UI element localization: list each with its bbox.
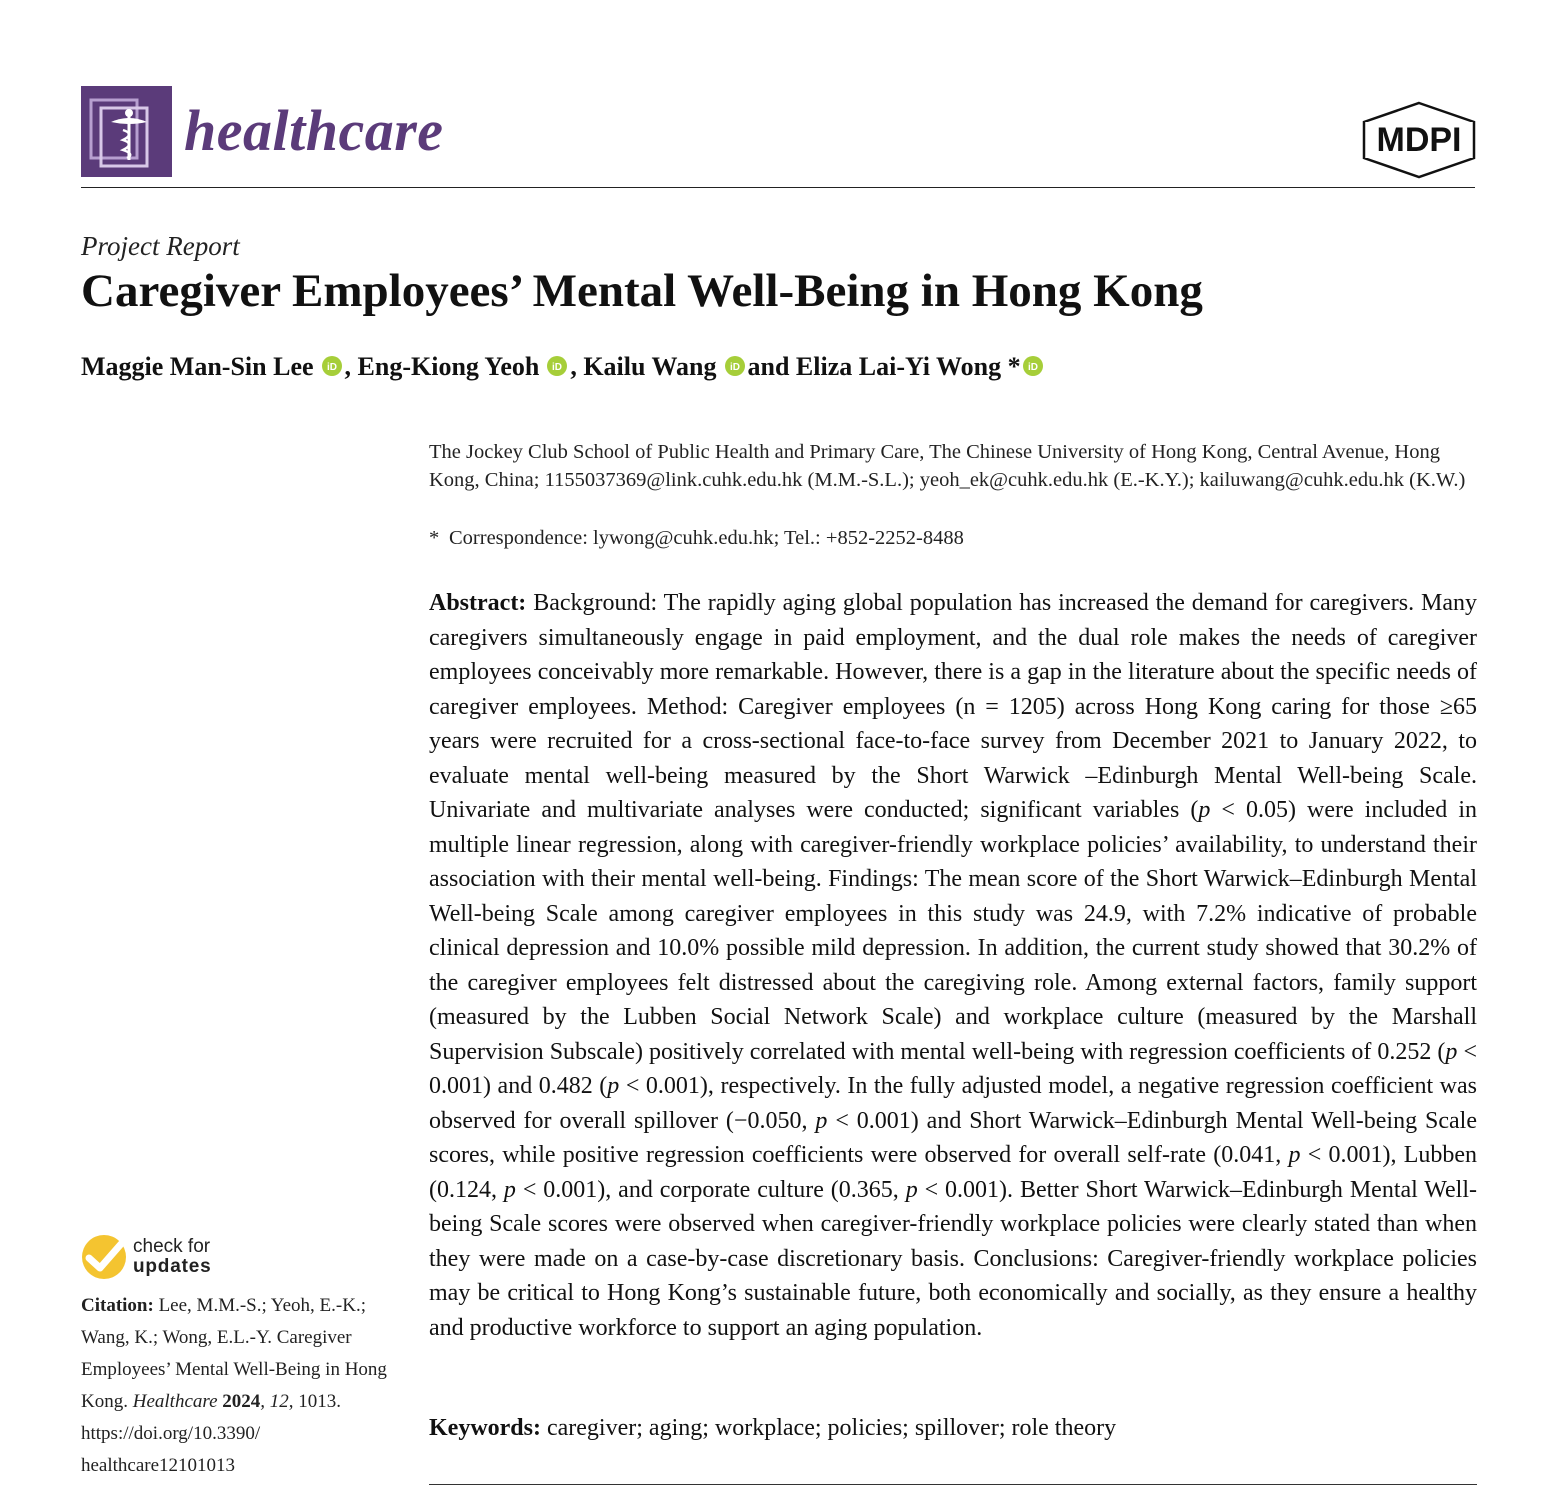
correspondence bbox=[429, 524, 1479, 552]
author-name[interactable]: , Kailu Wang bbox=[570, 352, 717, 381]
check-updates-label-bold: updates bbox=[133, 1256, 212, 1277]
p-symbol: p bbox=[607, 1073, 620, 1099]
p-symbol: p bbox=[503, 1176, 516, 1203]
p-symbol: p bbox=[1198, 797, 1211, 823]
citation-doi-link[interactable]: , 1013. https://doi.org/10.3390/ healthcare12101013 bbox=[81, 1391, 342, 1476]
svg-text:iD: iD bbox=[1027, 362, 1038, 373]
publisher-logo-icon bbox=[1360, 100, 1478, 180]
article-title: Caregiver Employees’ Mental Well-Being in Hong Kong bbox=[81, 265, 1203, 317]
orcid-icon[interactable] bbox=[322, 349, 342, 373]
abstract bbox=[429, 586, 1477, 1345]
author-name[interactable]: Maggie Man-Sin Lee bbox=[81, 352, 314, 381]
svg-text:iD: iD bbox=[552, 362, 563, 373]
abstract-text: < 0.001), Lubben (0.124, bbox=[429, 1142, 1478, 1203]
abstract-text: < 0.001) and Short Warwick–Edinburgh Mental Well-being Scale scores, while positive regression coefficients were observed for overall self-rate (0.041, bbox=[429, 1107, 1477, 1168]
svg-text:iD: iD bbox=[729, 362, 740, 373]
abstract-text: < 0.05) were included in multiple linear regression, along with caregiver-friendly workplace policies’ availability, to understand their association with their mental well-being. Findings: The mean score of the Short Warwick–Edinburgh Mental Well-being Scale among caregiver employees in this study was 24.9, with 7.2% indicative of probable clinical depression and 10.0% possible mild depression. In addition, the current study showed that 30.2% of the caregiver employees felt distressed about the caregiving role. Among external factors, family support (measured by the Lubben Social Network Scale) and workplace culture (measured by the Marshall Supervision Subscale) positively correlated with mental well-being with regression coefficients of 0.252 ( bbox=[429, 797, 1478, 1065]
abstract-text: < 0.001) and 0.482 ( bbox=[429, 1038, 1477, 1099]
citation-text: Lee, M.M.-S.; Yeoh, E.-K.; Wang, K.; Wong, E.L.-Y. Caregiver Employees’ Mental Well-Being in Hong Kong. bbox=[81, 1295, 387, 1412]
citation-volume: , 12 bbox=[260, 1391, 289, 1412]
author-list bbox=[81, 348, 1046, 386]
abstract-text: < 0.001). Better Short Warwick–Edinburgh Mental Well-being Scale scores were observed when caregiver-friendly workplace policies were clearly stated than when they were made on a case-by-case discretionary basis. Conclusions: Caregiver-friendly workplace policies may be critical to Hong Kong’s sustainable future, both economically and socially, as they ensure a healthy and productive workforce to support an aging population. bbox=[429, 1176, 1477, 1341]
check-updates-icon bbox=[81, 1234, 127, 1280]
publisher-name: MDPI bbox=[1376, 121, 1462, 159]
abstract-text: < 0.001), and corporate culture (0.365, bbox=[515, 1176, 906, 1203]
p-symbol: p bbox=[1288, 1142, 1301, 1168]
orcid-icon[interactable] bbox=[1023, 349, 1043, 373]
check-updates-label: check for bbox=[133, 1236, 211, 1257]
abstract-label: Abstract: bbox=[429, 590, 527, 616]
author-name[interactable]: , Eng-Kiong Yeoh bbox=[344, 352, 540, 381]
p-symbol: p bbox=[815, 1107, 828, 1134]
citation-year: 2024 bbox=[217, 1391, 261, 1412]
check-for-updates-button[interactable] bbox=[81, 1234, 211, 1280]
p-symbol: p bbox=[1445, 1038, 1458, 1065]
keywords-label: Keywords: bbox=[429, 1415, 541, 1441]
correspondence-text: Correspondence: lywong@cuhk.edu.hk; Tel.: +852-2252-8488 bbox=[449, 527, 964, 549]
abstract-text: < 0.001), respectively. In the fully adjusted model, a negative regression coefficient was observed for overall spillover (−0.050, bbox=[429, 1073, 1477, 1134]
journal-logo-icon bbox=[81, 86, 172, 177]
abstract-text: Background: The rapidly aging global population has increased the demand for caregivers. Many caregivers simultaneously engage in paid employment, and the dual role makes the needs of caregiver employees conceivably more remarkable. However, there is a gap in the literature about the specific needs of caregiver employees. Method: Caregiver employees (n = 1205) across Hong Kong caring for those ≥65 years were recruited for a cross-sectional face-to-face survey from December 2021 to January 2022, to evaluate mental well-being measured by the Short Warwick –Edinburgh Mental Well-being Scale. Univariate and multivariate analyses were conducted; significant variables ( bbox=[429, 590, 1477, 823]
article-type: Project Report bbox=[81, 231, 240, 261]
affiliation: The Jockey Club School of Public Health and Primary Care, The Chinese University of Hong Kong, Central Avenue, Hong Kong, China; 1155037369@link.cuhk.edu.hk (M.M.-S.L.); yeoh_ek@cuhk.edu.hk (E.-K.Y.); kailuwang@cuhk.edu.hk (K.W.) bbox=[429, 441, 1466, 491]
orcid-icon[interactable] bbox=[547, 349, 567, 373]
p-symbol: p bbox=[905, 1176, 918, 1203]
correspondence-marker: * bbox=[429, 527, 440, 549]
keywords-text: caregiver; aging; workplace; policies; spillover; role theory bbox=[540, 1415, 1117, 1441]
orcid-icon[interactable] bbox=[725, 349, 745, 373]
footer-divider bbox=[429, 1484, 1477, 1485]
svg-text:iD: iD bbox=[326, 362, 337, 373]
citation-journal: Healthcare bbox=[132, 1391, 218, 1412]
journal-name: healthcare bbox=[184, 98, 444, 163]
citation-label: Citation: bbox=[81, 1295, 154, 1316]
citation bbox=[81, 1290, 401, 1482]
author-name[interactable]: and Eliza Lai-Yi Wong * bbox=[747, 352, 1021, 381]
keywords bbox=[429, 1411, 1477, 1445]
header-divider bbox=[81, 187, 1475, 188]
